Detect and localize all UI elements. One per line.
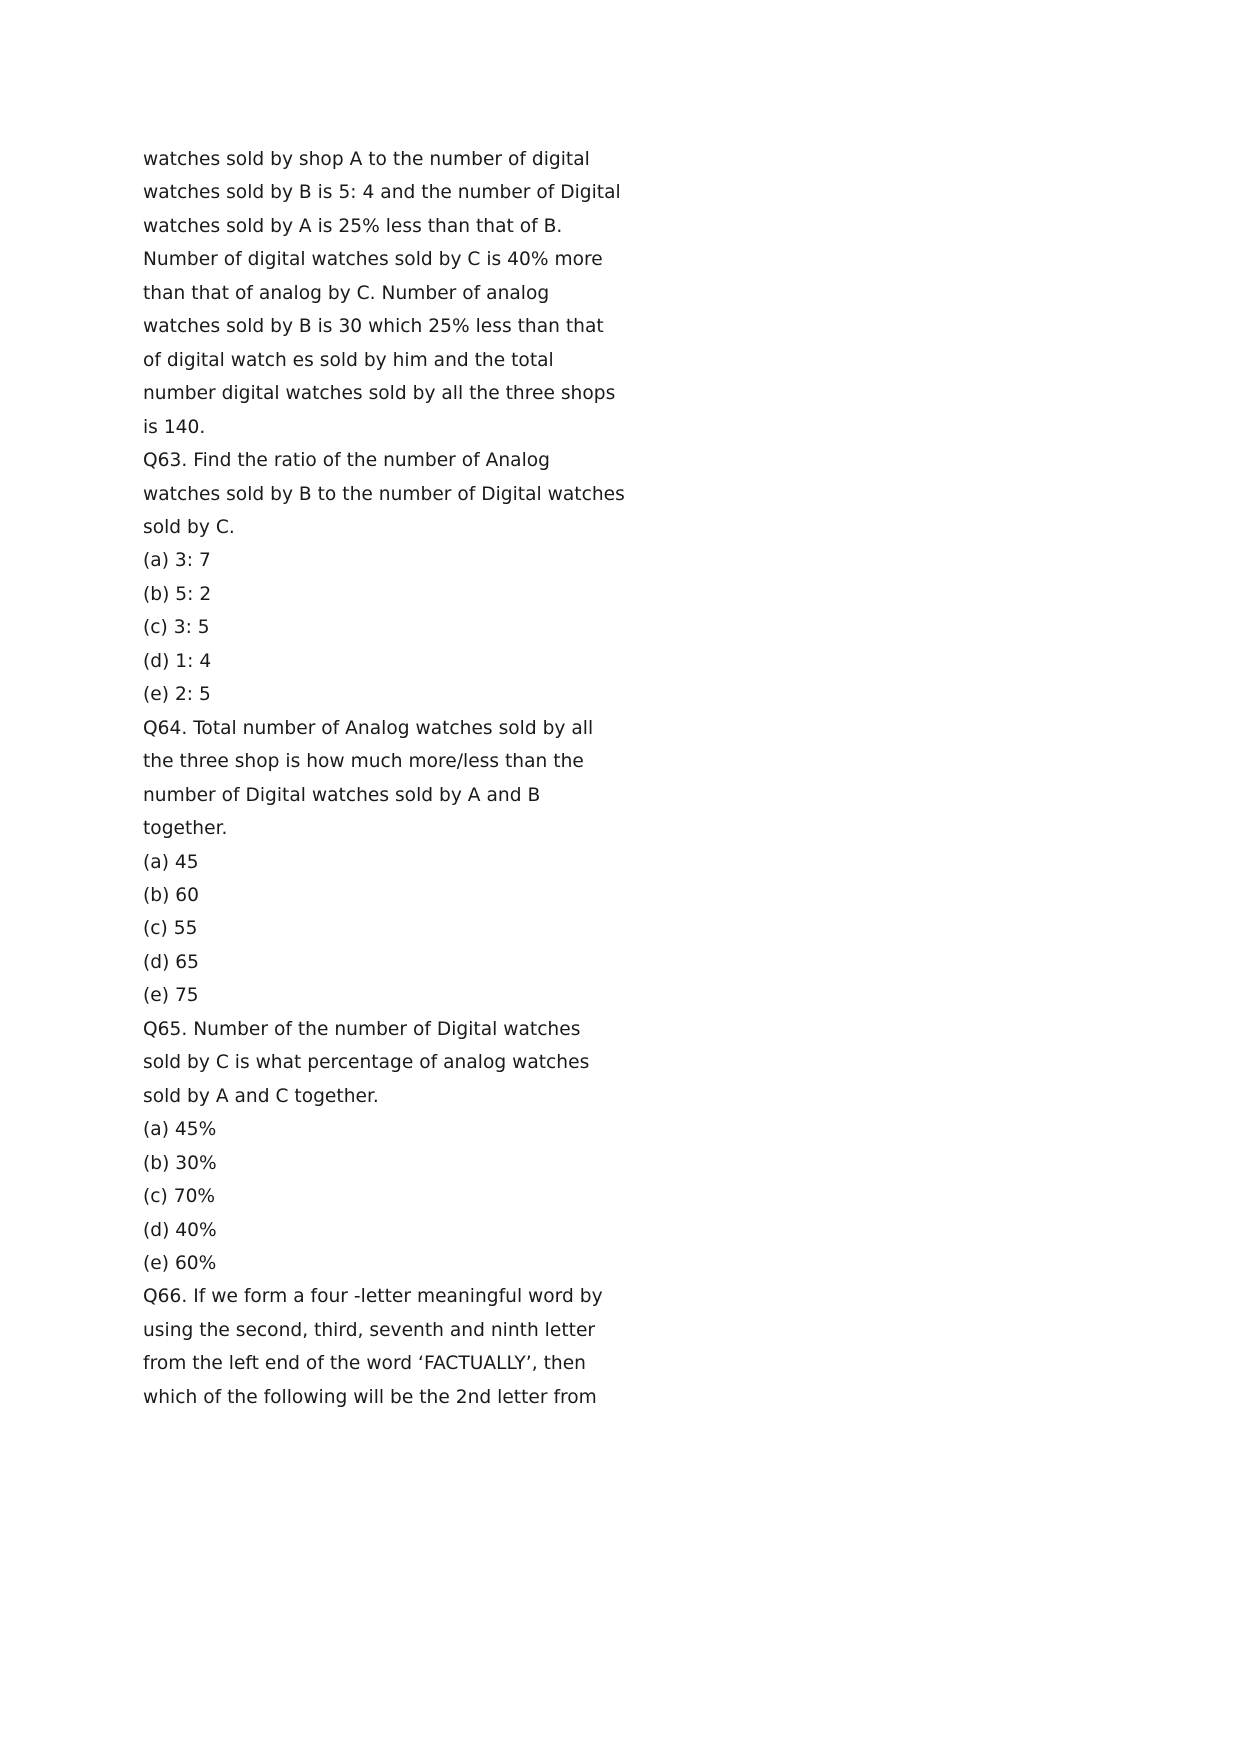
option-q64-c[interactable]: (c) 55 bbox=[143, 918, 198, 940]
question-q63-line: sold by C. bbox=[143, 516, 235, 538]
body-line: of digital watch es sold by him and the total bbox=[143, 349, 554, 371]
option-q64-b[interactable]: (b) 60 bbox=[143, 884, 200, 906]
question-q63-line: Q63. Find the ratio of the number of Analog bbox=[143, 450, 550, 472]
option-q63-a[interactable]: (a) 3: 7 bbox=[143, 550, 211, 572]
option-q64-d[interactable]: (d) 65 bbox=[143, 951, 200, 973]
question-q64-line: Q64. Total number of Analog watches sold by all bbox=[143, 717, 594, 739]
option-q65-b[interactable]: (b) 30% bbox=[143, 1152, 217, 1174]
body-line: than that of analog by C. Number of analog bbox=[143, 282, 550, 304]
option-q65-a[interactable]: (a) 45% bbox=[143, 1119, 217, 1141]
question-q65-line: Q65. Number of the number of Digital watches bbox=[143, 1018, 581, 1040]
option-q63-b[interactable]: (b) 5: 2 bbox=[143, 583, 212, 605]
question-q64-line: together. bbox=[143, 818, 228, 840]
option-q63-c[interactable]: (c) 3: 5 bbox=[143, 617, 210, 639]
question-q66-line: Q66. If we form a four -letter meaningful word by bbox=[143, 1286, 603, 1308]
option-q64-e[interactable]: (e) 75 bbox=[143, 985, 199, 1007]
question-q66-line: from the left end of the word ‘FACTUALLY’, then bbox=[143, 1353, 586, 1375]
question-q64-line: number of Digital watches sold by A and B bbox=[143, 784, 541, 806]
question-q63-line: watches sold by B to the number of Digital watches bbox=[143, 483, 625, 505]
question-q66-line: which of the following will be the 2nd letter from bbox=[143, 1386, 597, 1408]
question-q65-line: sold by C is what percentage of analog watches bbox=[143, 1052, 590, 1074]
body-line: watches sold by A is 25% less than that of B. bbox=[143, 215, 563, 237]
body-line: Number of digital watches sold by C is 40% more bbox=[143, 249, 603, 271]
question-q65-line: sold by A and C together. bbox=[143, 1085, 379, 1107]
option-q63-e[interactable]: (e) 2: 5 bbox=[143, 684, 211, 706]
option-q64-a[interactable]: (a) 45 bbox=[143, 851, 199, 873]
option-q65-e[interactable]: (e) 60% bbox=[143, 1252, 217, 1274]
question-q66-line: using the second, third, seventh and ninth letter bbox=[143, 1319, 596, 1341]
option-q65-d[interactable]: (d) 40% bbox=[143, 1219, 217, 1241]
body-line: watches sold by shop A to the number of digital bbox=[143, 149, 590, 170]
option-q63-d[interactable]: (d) 1: 4 bbox=[143, 650, 212, 672]
text-column bbox=[143, 143, 643, 1414]
body-line: watches sold by B is 5: 4 and the number of Digital bbox=[143, 182, 621, 204]
option-q65-c[interactable]: (c) 70% bbox=[143, 1186, 216, 1208]
body-line: number digital watches sold by all the three shops bbox=[143, 383, 616, 405]
question-q64-line: the three shop is how much more/less than the bbox=[143, 751, 584, 773]
body-line: is 140. bbox=[143, 416, 206, 438]
body-line: watches sold by B is 30 which 25% less than that bbox=[143, 316, 604, 338]
